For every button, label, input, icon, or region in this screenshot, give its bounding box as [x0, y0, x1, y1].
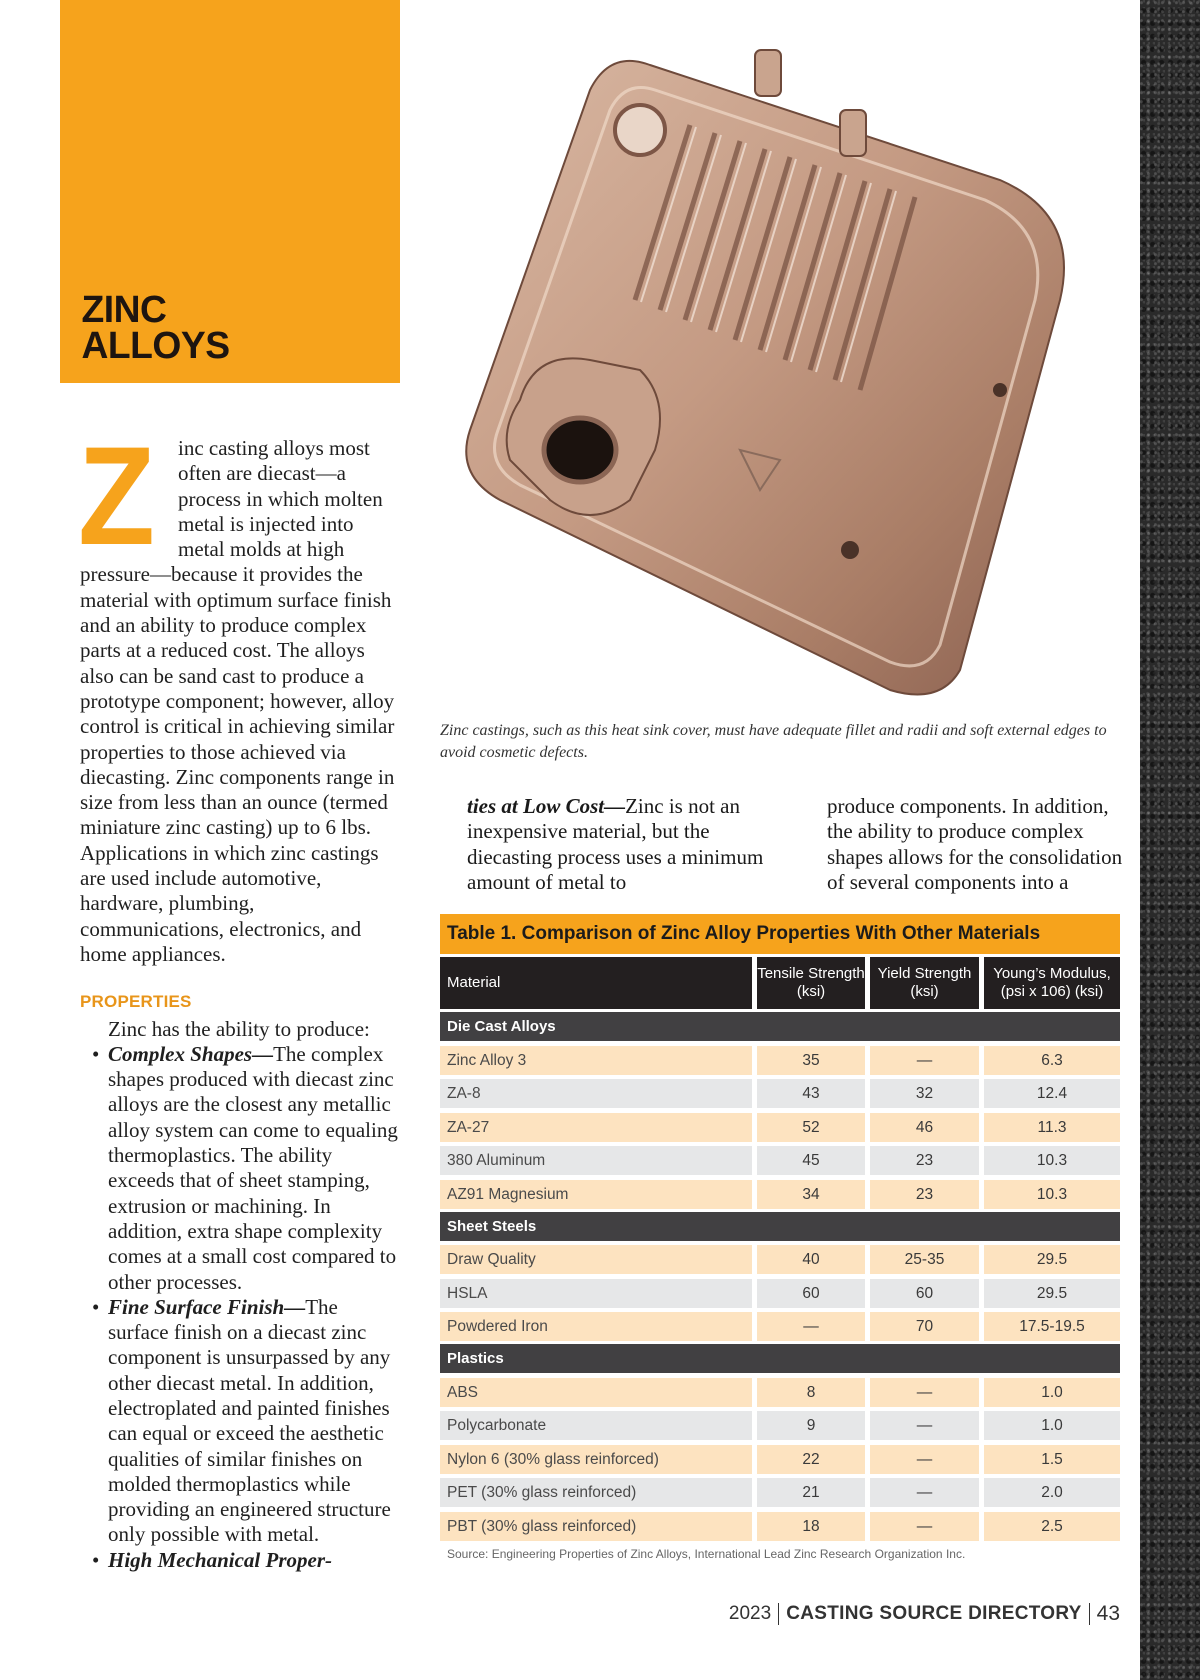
table-cell: 6.3	[984, 1046, 1120, 1075]
table-cell: 12.4	[984, 1079, 1120, 1108]
table-cell: HSLA	[440, 1279, 752, 1308]
column-continued-left	[467, 794, 767, 895]
table-cell: 35	[757, 1046, 865, 1075]
footer-year: 2023	[728, 1603, 772, 1624]
table-cell: 17.5-19.5	[984, 1312, 1120, 1341]
table-cell: Draw Quality	[440, 1245, 752, 1274]
footer-divider	[1089, 1603, 1090, 1625]
table-cell: 46	[870, 1113, 979, 1142]
left-column	[78, 417, 400, 1573]
table-row	[440, 1245, 1120, 1274]
comparison-table	[440, 914, 1120, 1561]
table-row	[440, 1378, 1120, 1407]
table-cell: 23	[870, 1180, 979, 1209]
brand-source: SOURCE	[879, 1603, 963, 1624]
table-cell: —	[870, 1411, 979, 1440]
drop-cap: Z	[78, 417, 155, 574]
table-cell: —	[870, 1478, 979, 1507]
table-cell: Powdered Iron	[440, 1312, 752, 1341]
table-row	[440, 1079, 1120, 1108]
table-cell: Zinc Alloy 3	[440, 1046, 752, 1075]
table-source: Source: Engineering Properties of Zinc Alloys, International Lead Zinc Research Organization Inc.	[447, 1546, 966, 1561]
table-cell: —	[870, 1445, 979, 1474]
table-cell: 1.5	[984, 1445, 1120, 1474]
table-row	[440, 1046, 1120, 1075]
table-cell: ZA-27	[440, 1113, 752, 1142]
section-heading-properties: PROPERTIES	[80, 992, 192, 1012]
body-text: Zinc is not an inexpensive material, but the diecasting process uses a minimum amount of metal to	[467, 794, 764, 894]
properties-lead: Zinc has the ability to produce:	[108, 1016, 370, 1041]
list-item	[80, 1042, 400, 1295]
brand-directory: DIRECTORY	[968, 1603, 1082, 1624]
table-row	[440, 1312, 1120, 1341]
photo-caption: Zinc castings, such as this heat sink cover, must have adequate fillet and radii and soft external edges to avoid cosmetic defects.	[440, 722, 1107, 761]
intro-paragraph	[78, 417, 400, 967]
table-cell: 1.0	[984, 1378, 1120, 1407]
bullet-text: The surface finish on a diecast zinc component is unsurpassed by any other diecast metal. In addition, electroplated and painted finishes can equal or exceed the aesthetic qualities of similar finishes on molded thermoplastics while providing an engineered structure only possible with metal.	[108, 1294, 391, 1547]
table-cell: 45	[757, 1146, 865, 1175]
table-cell: 60	[757, 1279, 865, 1308]
brand-casting: CASTING	[786, 1603, 874, 1624]
table-header-row	[440, 957, 1120, 1009]
table-cell: 29.5	[984, 1245, 1120, 1274]
table-cell: 25-35	[870, 1245, 979, 1274]
table-cell: 21	[757, 1478, 865, 1507]
intro-text: inc casting alloys most often are diecast—a process in which molten metal is injected into metal molds at high pressure—because it provides the material with optimum surface finish and an ability to produce complex parts at a reduced cost. The alloys also can be sand cast to produce a prototype component; however, alloy control is critical in achieving similar properties to those achieved via diecasting. Zinc components range in size from less than an ounce (termed miniature zinc casting) up to 6 lbs. Applications in which zinc castings are used include automotive, hardware, plumbing, communications, electronics, and home appliances.	[80, 436, 395, 966]
table-cell: 10.3	[984, 1180, 1120, 1209]
table-cell: 2.0	[984, 1478, 1120, 1507]
table-row	[440, 1512, 1120, 1541]
table-cell: 9	[757, 1411, 865, 1440]
table-cell: 1.0	[984, 1411, 1120, 1440]
table-cell: PET (30% glass reinforced)	[440, 1478, 752, 1507]
table-cell: AZ91 Magnesium	[440, 1180, 752, 1209]
table-cell: —	[870, 1512, 979, 1541]
textured-edge	[1140, 0, 1200, 1680]
table-body	[440, 1012, 1120, 1541]
table-group-header: Die Cast Alloys	[440, 1012, 1120, 1041]
table-cell: PBT (30% glass reinforced)	[440, 1512, 752, 1541]
table-title: Table 1. Comparison of Zinc Alloy Properties With Other Materials	[440, 914, 1120, 954]
heat-sink-cover-photo	[440, 30, 1120, 710]
properties-list	[80, 1042, 400, 1573]
table-cell: 380 Aluminum	[440, 1146, 752, 1175]
table-row	[440, 1445, 1120, 1474]
table-cell: Nylon 6 (30% glass reinforced)	[440, 1445, 752, 1474]
column-header: Young’s Modulus, (psi x 106) (ksi)	[984, 957, 1120, 1009]
table-cell: Polycarbonate	[440, 1411, 752, 1440]
table-cell: ZA-8	[440, 1079, 752, 1108]
bullet-term: Fine Surface Finish—	[108, 1294, 306, 1319]
list-item	[80, 1548, 400, 1573]
title-block	[60, 0, 400, 383]
table-cell: 43	[757, 1079, 865, 1108]
column-header: Yield Strength (ksi)	[870, 957, 979, 1009]
bullet-term: High Mechanical Proper-	[108, 1547, 332, 1572]
column-continued-right: produce components. In addition, the ability to produce complex shapes allows for the consolidation of several components into a	[827, 794, 1123, 894]
table-cell: 8	[757, 1378, 865, 1407]
table-cell: —	[870, 1046, 979, 1075]
table-group-header: Plastics	[440, 1344, 1120, 1373]
table-cell: 60	[870, 1279, 979, 1308]
table-group-header: Sheet Steels	[440, 1212, 1120, 1241]
page-footer	[729, 1602, 1120, 1626]
page-number: 43	[1096, 1602, 1120, 1625]
table-cell: 29.5	[984, 1279, 1120, 1308]
table-row	[440, 1411, 1120, 1440]
table-cell: 40	[757, 1245, 865, 1274]
table-row	[440, 1180, 1120, 1209]
table-cell: 52	[757, 1113, 865, 1142]
bullet-text: The complex shapes produced with diecast zinc alloys are the closest any metallic alloy system can come to equaling thermoplastics. The ability exceeds that of sheet stamping, extrusion or machining. In addition, extra shape complexity comes at a small cost compared to other processes.	[108, 1041, 398, 1294]
list-item	[80, 1295, 400, 1548]
table-row	[440, 1478, 1120, 1507]
column-header: Tensile Strength (ksi)	[757, 957, 865, 1009]
bullet-term: Complex Shapes—	[108, 1041, 274, 1066]
table-row	[440, 1146, 1120, 1175]
table-cell: 11.3	[984, 1113, 1120, 1142]
table-cell: ABS	[440, 1378, 752, 1407]
page-title: ZINC ALLOYS	[81, 289, 230, 367]
table-cell: 23	[870, 1146, 979, 1175]
table-row	[440, 1279, 1120, 1308]
table-row	[440, 1113, 1120, 1142]
column-header: Material	[440, 957, 752, 1009]
table-cell: —	[757, 1312, 865, 1341]
bullet-term-continued: ties at Low Cost—	[467, 794, 626, 818]
footer-divider	[778, 1603, 779, 1625]
table-cell: 32	[870, 1079, 979, 1108]
table-cell: 2.5	[984, 1512, 1120, 1541]
table-cell: 18	[757, 1512, 865, 1541]
table-cell: 70	[870, 1312, 979, 1341]
table-cell: 34	[757, 1180, 865, 1209]
table-cell: 10.3	[984, 1146, 1120, 1175]
table-cell: —	[870, 1378, 979, 1407]
footer-brand	[786, 1603, 1081, 1625]
table-cell: 22	[757, 1445, 865, 1474]
